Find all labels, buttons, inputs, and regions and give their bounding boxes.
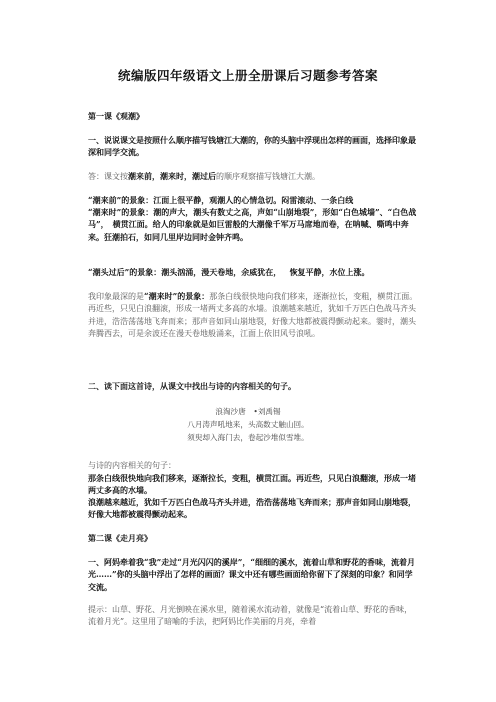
answer-suffix: 的顺序观察描写钱塘江大潮。 [216,172,320,181]
doc-title: 统编版四年级语文上册全册课后习题参考答案 [117,68,378,83]
lesson1-question1: 一、说说课文是按照什么顺序描写钱塘江大潮的，你的头脑中浮现出怎样的画面，选择印象最深和同学交流。 [88,135,416,158]
deepest-impression [88,290,418,341]
lesson2-question1: 一、阿妈牵着我“我”走过“月光闪闪的溪岸”，“细细的溪水，流着山草和野花的香味，流着月光……”你的头脑中浮出了怎样的画面？课文中还有哪些画面给你留下了深刻的印象？和同学交流。 [88,557,416,592]
poem-line-1: 八月涛声吼地来，头高数丈触山回。 [187,420,309,429]
lesson1-answer1 [88,170,418,183]
answer-order: 潮来前，潮来时，潮过后 [128,171,216,181]
related-label: 与诗的内容相关的句子： [88,461,176,470]
scene-after-tail: 恢复平静，水位上涨。 [289,267,370,277]
scene-during-tide: “潮来时”的景象：潮的声大，潮头有数丈之高，声如“山崩地裂”，形如“白色城墙”、“白色战马”， 横贯江面。给人的印象就是如巨雷般的大潮像千军万马席地而卷，在呐喊、嘶鸣中奔来。狂潮拍石，如同几里岸边同时金钟齐鸣。 [88,207,417,242]
lesson1-question2: 二、读下面这首诗，从课文中找出与诗的内容相关的句子。 [88,381,296,391]
related-sentence-2: 浪潮越来越近，犹如千万匹白色战马齐头并进，浩浩荡荡地飞奔而来；那声音如同山崩地裂，好像大地都被震得颤动起来。 [88,497,416,520]
scene-before-tide: “潮来前”的景象：江面上很平静，观潮人的心情急切。闷雷滚动、一条白线 [88,195,354,205]
poem-title: 浪淘沙唐 •刘禹锡 [215,407,281,416]
deep-bold: “潮来时”的景象： [144,291,210,301]
lesson1-heading: 第一课《观潮》 [88,111,144,121]
lesson2-heading: 第二课《走月亮》 [88,533,152,543]
scene-after-lead: “潮头过后”的景象：潮头汹涌，漫天卷地，余威犹在， [88,267,282,277]
poem-line-2: 须臾却入海门去，卷起沙堆似雪堆。 [187,433,309,442]
related-sentence-1: 那条白线很快地向我们移来，逐渐拉长，变粗，横贯江面。再近些，只见白浪翻滚，形成一堵两丈多高的水墙。 [88,473,416,496]
answer-prefix: 答：课文按 [88,172,128,181]
deep-lead: 我印象最深的是 [88,292,144,301]
lesson2-hint: 提示：山草、野花、月光倒映在溪水里，随着溪水流动着，就像是“流着山草、野花的香味，流着月光”。这里用了暗喻的手法，把阿妈比作美丽的月亮，牵着 [88,605,413,627]
scene-after-tide [88,266,418,278]
deep-body: 那条白线很快地向我们移来，逐渐拉长，变粗，横贯江面。再近些，只见白浪翻滚，形成一堵两丈多高的水墙。浪潮越来越近，犹如千万匹白色战马齐头并进，浩浩荡荡地飞奔而来；那声音如同山崩地裂，好像大地都被震得颤动起来。霎时，潮头奔腾西去，可是余波还在漫天卷地般涌来，江面上依旧风号浪吼。 [88,292,418,339]
